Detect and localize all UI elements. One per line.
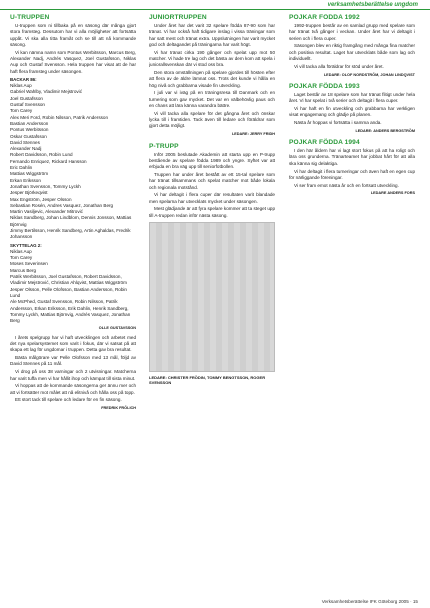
paragraph: Bästa målgörare var Pelle Olofsson med 13 mål, följd av David Stennes på 11 mål. (10, 355, 136, 367)
paragraph: Den stora omställningen på spelare gjordes till hösten efter att flera av de äldre lämnat oss. Trots det kunde vi hålla en hög nivå och grabbarna visade fin utveckling. (149, 70, 275, 88)
roster-item: Pontus Werbitsson (10, 127, 49, 133)
roster-item: Sebastian Rosén, Andres Vasquez, Jonathan Berg (10, 202, 114, 208)
paragraph: Vi ser fram emot nästa år och en fortsatt utveckling. (294, 182, 399, 188)
column-u-truppen (10, 14, 136, 594)
paragraph: Vi har tränat cirka 190 gånger och spelat upp mot 50 matcher. Vi hade tre lag och det bästa av dem kom att spela i juniorallsvenskan där vi stod oss bra. (149, 49, 275, 68)
roster-item: Jesper Olsson, Pelle Olofsson, Bastian Andersson, Robin Lund (10, 286, 127, 298)
roster-item: Bastian Andersson (10, 120, 49, 126)
paragraph: Vi har deltagit i flera cuper där resultaten varit blandade men spelarna har utvecklats mycket under säsongen. (149, 192, 275, 204)
paragraph: Vi har haft en fin utveckling och grabbarna har verkligen visat engagemang och glädje på planen. (289, 105, 415, 118)
section-title-u-truppen: U-TRUPPEN (10, 14, 50, 21)
paragraph: Vi kan nämna namn som Pontus Werbitsson, Marcus Berg, Alexander Nadj, Andrés Vasquez, Joel Gustafsson, Niklas Aup och Gustaf Svensson. Hela truppen har visat att de har haft flera framsteg under säsongen. (10, 49, 136, 74)
roster-item: Eric Dahlin (10, 165, 33, 171)
photo-caption: LEDARE: CHRISTER FRÖDIN, TOMMY BENGTSSON, ROGER SVENSSON (149, 375, 266, 386)
paragraph: Ett stort tack till spelare och ledare för en fin säsong. (15, 397, 122, 403)
roster-item: Gustaf Svensson (10, 102, 45, 108)
header-rule (0, 9, 430, 10)
team-photo (149, 222, 275, 372)
caption-leaders: LEDARE: JERRY FRIDH (231, 132, 275, 137)
roster-item: Tom Carey (10, 108, 33, 114)
paragraph: Under året har det varit 32 spelare födda 87-90 som har tränat. Vi har också haft tidigare inslag i vissa träningar som har satt mest och tränat extra. Uppslutningen har varit mycket god och deltagandet på träningarna har varit högt. (149, 23, 275, 47)
roster-item: Niklas Aup (10, 248, 32, 254)
paragraph: Truppen har under året bestått av ett 15-tal spelare som har tränat tillsammans och spelat matcher mot både lokala och regionala motstånd. (149, 171, 275, 190)
paragraph: Vi vill tacka alla spelare för det gångna året och önskar lycka till i framtiden. Tack även till ledare och föräldrar som gjort detta möjligt. (149, 110, 275, 129)
section-title-juniortruppen: JUNIORTRUPPEN (149, 14, 207, 21)
signature: LEDARE: OLOF NORDSTRÖM, JOHAN LINDQVIST (323, 72, 415, 77)
paragraph: U-truppen som ni tillbaka på en säsong där många gjort stora framsteg. Dessutom har vi alla möjligheter att fortsätta uppåt. Vi ska alla titta framåt och se till att nå kommande säsong. (10, 23, 136, 47)
roster-item: Joel Gustafsson (10, 95, 43, 101)
signature: FREDRIK FRÖLICH (101, 406, 136, 411)
roster-item: Jonathan Svensson, Tommy Lyckh (10, 183, 81, 189)
paragraph: Vi har deltagit i flera turneringar och även haft en egen cup för närliggande föreningar. (289, 168, 415, 180)
paragraph: I juli var vi iväg på en träningsresa till Danmark och en turnering som gav mycket. Det var en välbehövlig paus och en chans att lära känna varandra bättre. (149, 90, 275, 109)
paragraph: Säsongen blev en riktig framgång med många fina matcher och positiva resultat. Laget har utvecklats både som lag och individuellt. (289, 43, 415, 61)
section-title-pojkar-1993: POJKAR FÖDDA 1993 (289, 82, 360, 90)
roster-item: Gabriel Wahlby, Vladimir Mejstrović (10, 89, 82, 95)
roster-item: Niklas Sandberg, Johan Lindblom, Dennis Jonsson, Mattias Björnvig (10, 215, 132, 227)
paragraph: I årets spelgrupp har vi haft utvecklingen och arbetet med det nya spelarsystemet som varit i fokus, där vi satsat på att skapa ett lag för ungdomar i truppen. Detta gav bra resultat. (10, 334, 136, 353)
paragraph: Inför 2005 beslutade Akademin att starta upp en P-trupp bestående av spelare födda 1989 och yngre. Syftet var att erbjuda en bra väg upp till seniorfotbollen. (149, 151, 275, 170)
roster-item: Moses Severinsen (10, 261, 48, 267)
paragraph: 1992-truppen består av en samlad grupp med spelare som har tränat två gånger i veckan. Under året har vi deltagit i serien och i flera cuper. (289, 23, 415, 41)
roster-item: Alexander Nadj (10, 146, 42, 152)
signature: LEDARE ANDERS FORS (370, 191, 415, 196)
roster-item: Robert Davidsson, Robin Lund (10, 152, 73, 158)
section-title-pojkar-1992: POJKAR FÖDDA 1992 (289, 14, 360, 21)
roster-item: Jimmy Bertilsson, Henrik Sandberg, Artin Aghaldas, Fredrik Johansson (10, 228, 131, 240)
roster-list-3 (10, 268, 136, 325)
roster-item: Oskar Gustafsson (10, 133, 47, 139)
roster-item: Niklas Aup (10, 83, 32, 89)
roster-list-2 (10, 249, 136, 268)
paragraph: Laget består av 18 spelare som har tränat flitigt under hela året. Vi har spelat i två serier och deltagit i flera cuper. (289, 91, 415, 104)
roster-item: Max Engström, Jesper Olsson (10, 196, 72, 202)
roster-item: Alex Meri Ford, Robin Nilsson, Patrik Andersson (10, 114, 109, 120)
page-footer: Verksamhetsberättelse IFK Göteborg 2005 · 15 (321, 599, 418, 604)
roster-item: Martin Vasiljevic, Alexander Mitrović (10, 209, 83, 215)
paragraph: Mest glädjande är att fyra spelare kommer att ta steget upp till A-truppen redan inför nästa säsong. (149, 206, 275, 218)
paragraph: I den här åldern har vi lagt stort fokus på att ha roligt och lära oss grunderna. Tränarteamet har jobbat hårt för att alla ska känna sig delaktiga. (289, 148, 415, 166)
group-heading: SKYTTELAG 2: (10, 242, 42, 248)
roster-list-1 (10, 83, 136, 240)
signature: LEDARE: ANDERS BERGSTRÖM (355, 128, 415, 133)
roster-item: Tom Carey (10, 255, 33, 261)
roster-item: Ale McPhed, Gustaf Svensson, Robin Nilsson, Patrik Andersson, Erkan Eriksson, Erik Dahlin, Henrik Sandberg, Tommy Lyckh, Mattias Björnvig, Andrés Vasquez, Jonathan Berg (10, 299, 131, 324)
roster-item: Jesper Björkeqvist (10, 190, 48, 196)
roster-item: Marcus Berg (10, 267, 37, 273)
group-heading: BACKAR 86: (10, 76, 37, 82)
paragraph: Vi hoppas att de kommande säsongerna ger ännu mer och att vi fortsätter mot målet att nå elitnivå och hålla oss på topp. (10, 383, 136, 395)
column-juniortruppen (149, 14, 275, 594)
paragraph: Vi drog på oss 38 varningar och 2 utvisningar. Matcherna har varit tuffa men vi har hållit ihop och kämpat till sista minut. (10, 369, 136, 381)
header-title: verksamhetsberättelse ungdom (324, 2, 418, 8)
column-pojkar (289, 14, 415, 594)
section-title-pojkar-1994: POJKAR FÖDDA 1994 (289, 139, 360, 147)
roster-item: David Stennes (10, 139, 40, 145)
roster-item: Fernando Enriquez, Rickard Hansson (10, 158, 87, 164)
roster-item: Erkan Eriksson (10, 177, 41, 183)
roster-item: Mattias Wiggström (10, 171, 49, 177)
section-title-p-trupp: P-TRUPP (149, 142, 179, 150)
roster-item: Patrik Werbitsson, Joel Gustafsson, Robert Davidsson, Vladimir Mejstrović, Christian Ahlqvist, Mattias Wiggström (10, 274, 127, 286)
paragraph: Nästa år hoppas vi fortsätta i samma anda. (294, 120, 382, 126)
signature: OLLE GUSTAVSSON (98, 326, 136, 331)
paragraph: Vi vill tacka alla föräldrar för stöd under året. (294, 63, 384, 69)
